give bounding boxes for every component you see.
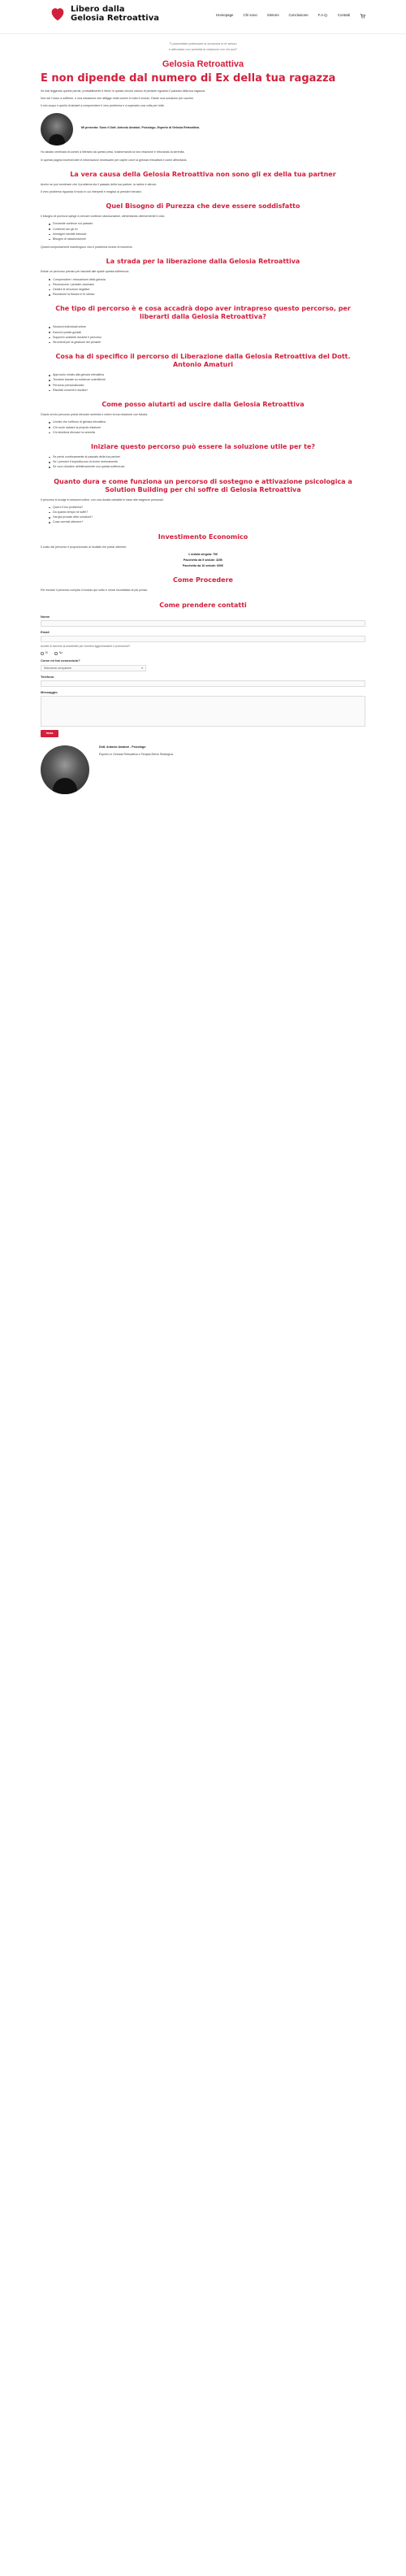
list-item: Se vuoi chiudere definitivamente con questa sofferenza [49,465,365,469]
duration-heading: Quanto dura e come funziona un percorso di sostegno e attivazione psicologica a Solution Building per chi soffre di Gelosia Retroattiva [54,477,352,493]
purity-list [49,222,365,241]
list-item: Risultati concreti e duraturi [49,389,365,393]
list-item: Chi vuole salvare la propria relazione [49,426,365,430]
list-item: Bisogno di rassicurazione [49,237,365,241]
bottom-spacer [41,794,365,801]
source-label: Come mi hai conosciuto? [41,658,80,663]
price-line-1: 1 seduta singola: 70€ [188,552,218,556]
investment-heading: Investimento Economico [158,532,248,541]
list-item: Se i pensieri ti impediscono di vivere serenamente [49,460,365,464]
author-photo [41,113,73,146]
intro-question-1: Ti piacerebbe potenziare la sicurezza in te stesso [169,42,237,46]
name-field[interactable] [41,620,365,627]
list-item: Approccio mirato alla gelosia retroattiva [49,373,365,377]
site-logo[interactable] [49,5,159,23]
list-item: Gestire le emozioni negative [49,288,365,292]
hero-paragraph-1: Se stai leggendo queste parole, probabilmente ti ritrovi in questo circolo vizioso di pensieri riguardo il passato della tua ragazza. [41,89,205,93]
phone-label: Telefono [41,674,54,679]
site-header [0,0,406,34]
logo-line-1: Libero dalla [71,5,125,14]
nav-home[interactable]: Homepage [216,13,234,17]
author-intro-text: Mi presento: Sono il Dott. Antonio Amaturi, Psicologo, Esperto di Gelosia Retroattiva. [81,125,200,129]
investment-paragraph-1: Il costo del percorso è proporzionato ai risultati che potrai ottenere. [41,545,127,549]
consent-label: Accetti di ricevere la newsletter per ricevere aggiornamenti e promozioni? [41,644,131,648]
nav-conclusion[interactable]: Conclusione [288,13,309,17]
list-item: Comprendere i meccanismi della gelosia [49,278,365,282]
list-item: Riconoscere i pensieri ossessivi [49,283,365,287]
brand-heading: Gelosia Retroattiva [162,59,244,69]
path-type-heading: Che tipo di percorso è e cosa accadrà dopo aver intrapreso questo percorso, per liberarti dalla Gelosia Retroattiva? [55,305,351,321]
email-label: Email [41,629,50,634]
radio-circle-icon [41,652,44,655]
list-item: Cosa vorresti ottenere? [49,520,365,524]
intro-question-2: e affrontare con serenità la relazione con chi ami? [168,48,237,52]
radio-no-label: No [58,651,63,655]
message-label: Messaggio [41,689,58,694]
cause-paragraph-1: Anche se può sembrare che il problema sia il passato della tua partner, la radice è altrove. [41,182,158,186]
nav-contacts[interactable]: Contatti [337,13,350,17]
list-item: Da quanto tempo ne soffri? [49,510,365,515]
heart-logo-icon [49,5,67,23]
how-heading: Come Procedere [173,576,233,584]
radio-circle-icon [54,652,58,655]
purity-paragraph-1: Il bisogno di purezza spinge a cercare continue rassicurazioni, alimentando ulteriormente il ciclo. [41,215,166,219]
source-select[interactable]: Seleziona un'opzione ▾ [41,665,146,671]
nav-symptoms[interactable]: Sintomi [266,13,279,17]
list-item: Sessioni individuali online [49,325,365,329]
purity-heading: Quel Bisogno di Purezza che deve essere soddisfatto [106,202,300,211]
list-item: Percorso personalizzato [49,384,365,388]
message-field[interactable] [41,696,365,727]
path-paragraph-1: Esiste un percorso preciso per lasciarti alle spalle questa sofferenza. [41,270,130,274]
logo-line-2: Gelosia Retroattiva [71,14,159,23]
list-item: Confronti con gli ex [49,228,365,232]
list-item: Chi desidera ritrovare la serenità [49,431,365,435]
email-field[interactable] [41,636,365,642]
footer-line-1: Dott. Antonio Amaturi - Psicologo [99,745,146,749]
main-nav [216,13,365,19]
duration-paragraph-1: Il percorso si svolge in sessioni online, con una durata variabile in base alle esigenze personali. [41,497,164,502]
hero-paragraph-5: In questa pagina troverai tutte le informazioni necessarie per capire cos'è la gelosia retroattiva e come affrontarla. [41,158,188,162]
useful-heading: Iniziare questo percorso può essere la soluzione utile per te? [90,442,316,450]
help-list [49,420,365,435]
list-item: Qual è il tuo problema? [49,506,365,510]
path-type-list [49,325,365,345]
send-button[interactable]: Invia [41,730,58,737]
author-intro [41,113,365,146]
nav-about[interactable]: Chi sono [243,13,257,17]
list-item: Immagini mentali intrusive [49,232,365,237]
consent-radios [41,651,365,655]
list-item: Supporto costante durante il percorso [49,336,365,340]
price-line-2: Pacchetto da 5 sedute: 325€ [183,558,223,562]
price-line-3: Pacchetto da 10 sedute: 600€ [182,564,224,568]
cart-icon[interactable] [360,13,365,19]
help-heading: Come posso aiutarti ad uscire dalla Gelosia Retroattiva [102,401,304,409]
path-list [49,278,365,298]
list-item: Ricostruire la fiducia in te stesso [49,293,365,297]
hero-paragraph-2: Non sei l'unico a soffrirne, e una situazione che affligge molti uomini in tutto il mondo. Esiste una soluzione per uscirne. [41,97,194,101]
list-item: Uomini che soffrono di gelosia retroattiva [49,420,365,424]
main-content [41,34,365,801]
specific-heading: Cosa ha di specifico il percorso di Liberazione dalla Gelosia Retroattiva del Dott. Antonio Amaturi [55,353,351,369]
radio-yes-label: Sì [45,651,48,655]
path-heading: La strada per la liberazione dalla Gelosia Retroattiva [106,258,300,266]
hero-paragraph-4: Ho aiutato centinaia di uomini a liberarsi da questo peso, trasformando la loro relazione e ritrovando la serenità. [41,150,185,154]
radio-no[interactable] [54,651,63,655]
author-photo-large [41,745,89,794]
footer-line-2: Esperto in Gelosia Retroattiva e Terapia Breve Strategica [99,753,174,757]
list-item: Strumenti per la gestione dei pensieri [49,341,365,345]
nav-faq[interactable]: F.A.Q. [317,13,328,17]
purity-paragraph-2: Questi comportamenti mantengono vivo il problema invece di risolverlo. [41,245,133,250]
cause-paragraph-2: Il vero problema riguarda il modo in cui interpreti e reagisci ai pensieri intrusivi. [41,190,142,194]
footer-text [99,745,365,760]
specific-list [49,373,365,393]
cause-heading: La vera causa della Gelosia Retroattiva non sono gli ex della tua partner [70,170,336,178]
list-item: Se pensi continuamente al passato della tua partner [49,455,365,459]
list-item: Domande continue sul passato [49,222,365,226]
duration-list [49,506,365,525]
hero-paragraph-3: Il mio scopo è quello di aiutarti a comprendere il vero problema e a superarlo una volta per tutte. [41,104,165,108]
list-item: Hai già provato altre soluzioni? [49,515,365,519]
contact-form [41,615,365,737]
radio-yes[interactable] [41,651,48,655]
contact-heading: Come prendere contatti [159,601,247,609]
list-item: Esercizi pratici guidati [49,331,365,335]
help-paragraph-1: Grazie al mio percorso potrai ritrovare serenità e vivere la tua relazione con fiducia. [41,413,149,417]
footer-author [41,745,365,794]
name-label: Nome [41,614,50,619]
how-paragraph-1: Per iniziare il percorso compila il modulo qui sotto e verrai ricontattato al più presto. [41,589,149,593]
useful-list [49,455,365,470]
phone-field[interactable] [41,680,365,687]
page-title: E non dipende dal numero di Ex della tua ragazza [41,72,336,85]
list-item: Tecniche basate su evidenze scientifiche [49,378,365,382]
